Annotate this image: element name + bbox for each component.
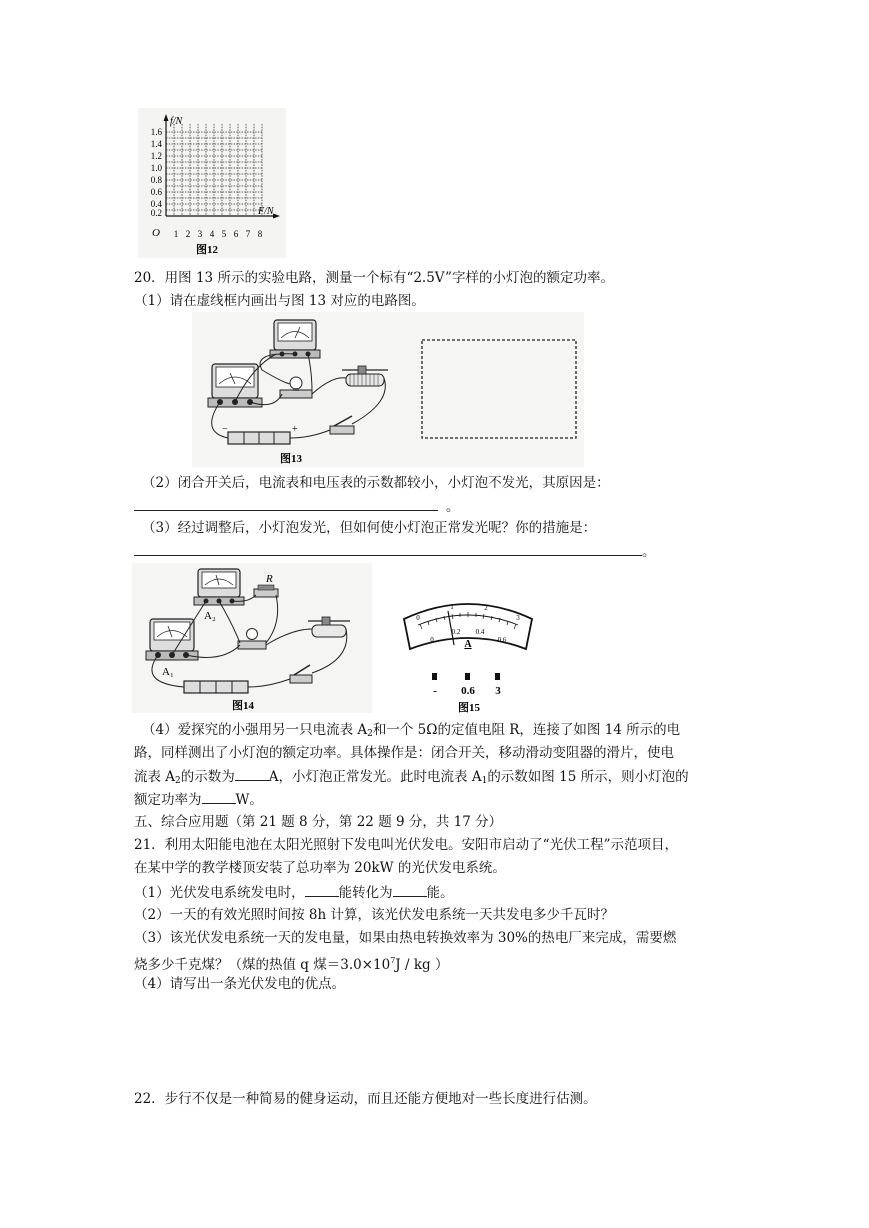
punctuation: 。	[642, 544, 656, 560]
punctuation: 。	[446, 499, 460, 515]
svg-text:+: +	[292, 424, 298, 435]
subscript: 2	[367, 729, 373, 739]
a2-label: A₂	[204, 610, 216, 622]
y-tick: 1.2	[150, 151, 162, 161]
scale-bottom: 0.4	[475, 628, 485, 636]
scale-bottom: 0	[430, 636, 434, 644]
q21-part3-line1: （3）该光伏发电系统一天的发电量，如果由热电转换效率为 30%的热电厂来完成，需要燃	[134, 930, 677, 946]
x-tick: 3	[197, 229, 203, 239]
q20-part4-line4	[134, 790, 263, 809]
q20-part4-line2: 路，同样测出了小灯泡的额定功率。具体操作是：闭合开关，移动滑动变阻器的滑片，使电	[134, 745, 674, 761]
subscript: 2	[175, 776, 181, 786]
unit-label: A	[464, 639, 472, 650]
ammeter-a2-icon	[194, 569, 244, 605]
svg-text:−: −	[222, 424, 228, 435]
q21-line1: 21．利用太阳能电池在太阳光照射下发电叫光伏发电。安阳市启动了“光伏工程”示范项目，	[134, 837, 678, 853]
text: A，小灯泡正常发光。此时电流表 A	[268, 769, 482, 785]
figure-14-caption: 图14	[232, 700, 254, 712]
text: 烧多少千克煤？（煤的热值 q 煤＝3.0×10	[134, 957, 391, 973]
q20-part3-answer-line	[134, 542, 656, 561]
x-tick: 4	[209, 229, 215, 239]
battery-icon	[184, 681, 248, 693]
y-tick: 1.4	[150, 139, 162, 149]
x-tick: 6	[233, 229, 239, 239]
y-tick: 1.6	[150, 127, 162, 137]
text: 的示数为	[180, 769, 235, 785]
answer-blank[interactable]	[235, 767, 269, 781]
figure-12-graph	[138, 108, 286, 258]
q21-part3-line2	[134, 952, 448, 974]
scale-top: 3	[516, 614, 520, 622]
scale-top: 1	[450, 603, 454, 611]
text: 额定功率为	[134, 792, 202, 808]
y-tick: 0.4	[150, 199, 162, 209]
q21-line2: 在某中学的教学楼顶安装了总功率为 20kW 的光伏发电系统。	[134, 860, 506, 876]
scale-top: 2	[484, 604, 488, 612]
answer-blank[interactable]	[305, 883, 339, 897]
answer-blank[interactable]	[134, 542, 642, 556]
figure-15-caption: 图15	[458, 702, 480, 713]
scale-bottom: 0.6	[497, 636, 507, 644]
terminal-label: 3	[495, 685, 501, 697]
q21-part2: （2）一天的有效光照时间按 8h 计算，该光伏发电系统一天共发电多少千瓦时？	[134, 907, 614, 923]
subscript: 1	[481, 776, 488, 786]
q20-part4-line1	[142, 721, 680, 743]
ammeter-icon	[208, 364, 262, 407]
answer-blank[interactable]	[134, 497, 438, 511]
x-axis-label: F/N	[258, 206, 274, 217]
x-tick: 8	[257, 229, 263, 239]
text: J / kg ）	[395, 957, 449, 973]
figure-12-caption: 图12	[196, 244, 218, 256]
voltmeter-icon	[270, 320, 320, 358]
x-tick: 1	[173, 229, 179, 239]
section-heading: 五、综合应用题（第 21 题 8 分，第 22 题 9 分，共 17 分）	[134, 814, 503, 830]
text: W。	[235, 792, 263, 808]
terminal-label: -	[433, 685, 437, 697]
terminal-icon	[432, 673, 437, 680]
x-tick: 7	[245, 229, 251, 239]
figure-15-ammeter-dial	[398, 595, 538, 713]
scale-top: 0	[416, 614, 420, 622]
text: 流表 A	[134, 769, 176, 785]
y-tick: 1.0	[150, 163, 162, 173]
figure-14-circuit	[132, 563, 372, 713]
figure-13-caption: 图13	[280, 453, 302, 465]
q20-part2-answer-line	[134, 497, 460, 516]
y-tick: 0.2	[150, 208, 162, 218]
q20-part4-line3	[134, 767, 689, 790]
scale-bottom: 0.2	[451, 628, 461, 636]
terminal-icon	[465, 673, 470, 680]
q20-stem: 20．用图 13 所示的实验电路，测量一个标有“2.5V”字样的小灯泡的额定功率。	[134, 270, 614, 286]
q21-part1	[134, 883, 454, 902]
x-tick: 5	[221, 229, 227, 239]
text: （1）光伏发电系统发电时，	[134, 885, 305, 901]
text: 能。	[426, 885, 454, 901]
superscript: 7	[390, 956, 396, 965]
q21-part4: （4）请写出一条光伏发电的优点。	[134, 976, 346, 992]
q22-stem: 22．步行不仅是一种简易的健身运动，而且还能方便地对一些长度进行估测。	[134, 1091, 597, 1107]
r-label: R	[266, 573, 273, 585]
text: 和一个 5Ω的定值电阻 R，连接了如图 14 所示的电	[372, 722, 681, 738]
q20-part2: （2）闭合开关后，电流表和电压表的示数都较小，小灯泡不发光，其原因是：	[142, 475, 610, 491]
terminal-icon	[495, 673, 500, 680]
text: 能转化为	[338, 885, 393, 901]
answer-blank[interactable]	[202, 790, 236, 804]
y-tick: 0.6	[150, 187, 162, 197]
y-axis-label: f/N	[170, 116, 183, 127]
origin-label: O	[152, 227, 160, 239]
text: （4）爱探究的小强用另一只电流表 A	[142, 722, 368, 738]
terminal-label: 0.6	[461, 685, 475, 697]
q20-part3: （3）经过调整后，小灯泡发光，但如何使小灯泡正常发光呢？你的措施是：	[142, 520, 597, 536]
q20-part1: （1）请在虚线框内画出与图 13 对应的电路图。	[134, 293, 425, 309]
figure-13-circuit	[192, 312, 584, 467]
y-tick: 0.8	[150, 175, 162, 185]
x-tick: 2	[185, 229, 191, 239]
answer-blank[interactable]	[393, 883, 427, 897]
a1-label: A₁	[162, 666, 174, 678]
text: 的示数如图 15 所示，则小灯泡的	[487, 769, 689, 785]
